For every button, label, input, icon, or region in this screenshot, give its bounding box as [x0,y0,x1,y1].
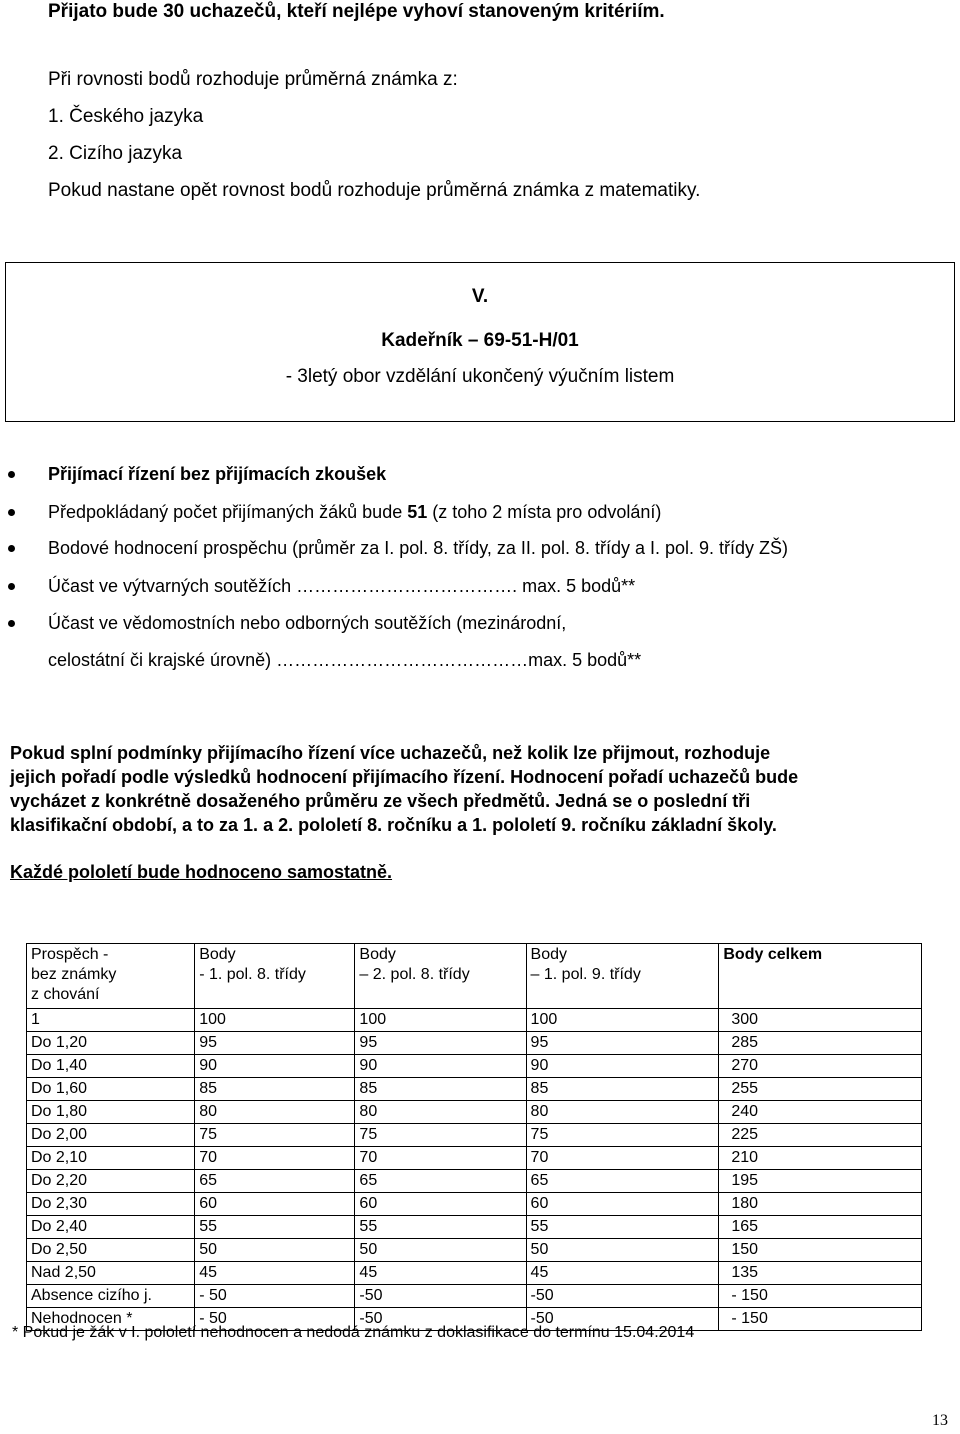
separate-evaluation-note: Každé pololetí bude hodnoceno samostatně. [10,862,393,882]
table-cell: 55 [195,1216,355,1239]
table-cell: 90 [195,1055,355,1078]
table-cell: -50 [526,1285,719,1308]
bullet-item [0,462,940,490]
table-cell: 45 [195,1262,355,1285]
header-line: - 1. pol. 8. třídy [199,966,306,983]
header-line: Body [199,946,236,963]
table-row [27,1009,922,1032]
table-cell: 300 [719,1009,922,1032]
table-cell: 50 [355,1239,526,1262]
footnote: * Pokud je žák v I. pololetí nehodnocen a nedodá známku z doklasifikace do termínu 15.04.2014 [12,1324,695,1341]
table-cell: 45 [526,1262,719,1285]
table-cell: 60 [195,1193,355,1216]
bullet-item [0,574,940,602]
table-cell: 75 [526,1124,719,1147]
table-row [27,1170,922,1193]
table-cell: 85 [195,1078,355,1101]
table-cell: 75 [195,1124,355,1147]
accepted-count-text: Přijato bude 30 uchazečů, kteří nejlépe vyhoví stanoveným kritériím. [48,1,665,22]
table-row [27,1032,922,1055]
table-cell: Do 2,40 [27,1216,195,1239]
table-cell: Do 1,80 [27,1101,195,1124]
table-cell: 80 [526,1101,719,1124]
points-table [26,943,922,1331]
header-line: bez známky [31,966,117,983]
header-term1 [195,944,355,1009]
table-cell: 70 [526,1147,719,1170]
table-cell: 1 [27,1009,195,1032]
bullet-item [0,536,940,564]
table-cell: 85 [355,1078,526,1101]
bullet-item [0,611,940,673]
table-cell: Do 2,00 [27,1124,195,1147]
bullet-item [0,500,940,528]
table-cell: 75 [355,1124,526,1147]
table-cell: -50 [355,1308,526,1331]
tie-rule-item-2: 2. Cizího jazyka [48,143,183,164]
table-cell: 45 [355,1262,526,1285]
table-row [27,1078,922,1101]
table-cell: 65 [195,1170,355,1193]
bullet-text-part: (z toho 2 místa pro odvolání) [427,502,662,522]
table-cell: 65 [355,1170,526,1193]
header-line: Prospěch - [31,946,109,963]
header-line: z chování [31,986,100,1003]
table-cell: Do 2,30 [27,1193,195,1216]
table-cell: 100 [195,1009,355,1032]
table-cell: 165 [719,1216,922,1239]
table-cell: 50 [195,1239,355,1262]
section-description: - 3letý obor vzdělání ukončený výučním listem [285,366,675,387]
table-cell: 150 [719,1239,922,1262]
table-row [27,1216,922,1239]
paragraph-line: klasifikační období, a to za 1. a 2. pololetí 8. ročníku a 1. pololetí 9. ročníku základní školy. [10,815,777,835]
table-cell: 70 [195,1147,355,1170]
table-cell: 60 [526,1193,719,1216]
table-cell: 225 [719,1124,922,1147]
bullet-dot-icon [8,471,15,478]
table-cell: Do 2,10 [27,1147,195,1170]
bullet-dot-icon [8,583,15,590]
header-line: Body [359,946,396,963]
table-cell: Do 1,20 [27,1032,195,1055]
table-row [27,1101,922,1124]
evaluation-paragraph [10,741,900,837]
table-cell: - 150 [719,1308,922,1331]
table-cell: 90 [355,1055,526,1078]
bullet-text: Účast ve vědomostních nebo odborných soutěžích (mezinárodní, [48,613,567,633]
table-row [27,1193,922,1216]
table-cell: 285 [719,1032,922,1055]
table-cell: 85 [526,1078,719,1101]
table-cell: 95 [526,1032,719,1055]
header-line: – 2. pol. 8. třídy [359,966,470,983]
table-cell: 270 [719,1055,922,1078]
table-cell: 195 [719,1170,922,1193]
table-cell: 100 [526,1009,719,1032]
table-cell: - 150 [719,1285,922,1308]
table-row [27,1124,922,1147]
page-number: 13 [932,1412,948,1429]
table-cell: 80 [355,1101,526,1124]
section-header-box [5,262,955,422]
table-cell: -50 [355,1285,526,1308]
section-number: V. [471,286,489,307]
table-cell: 180 [719,1193,922,1216]
bullet-text: Přijímací řízení bez přijímacích zkoušek [48,464,387,484]
tie-rule-item-1: 1. Českého jazyka [48,106,204,127]
bullet-text: celostátní či krajské úrovně) ……………………………………max. 5 bodů** [48,650,642,670]
table-cell: 255 [719,1078,922,1101]
table-cell: 210 [719,1147,922,1170]
bullet-text [48,500,661,524]
table-cell: 80 [195,1101,355,1124]
table-cell: -50 [526,1308,719,1331]
section-title: Kadeřník – 69-51-H/01 [381,330,579,351]
bullet-text: Účast ve výtvarných soutěžích ………………………………. max. 5 bodů** [48,576,636,596]
table-cell: 60 [355,1193,526,1216]
bullet-dot-icon [8,545,15,552]
table-row [27,1055,922,1078]
table-row [27,1262,922,1285]
table-cell: 135 [719,1262,922,1285]
table-cell: 240 [719,1101,922,1124]
table-cell: Nad 2,50 [27,1262,195,1285]
paragraph-line: vycházet z konkrétně dosaženého průměru ze všech předmětů. Jedná se o poslední tři [10,791,751,811]
table-cell: 100 [355,1009,526,1032]
table-cell: 55 [526,1216,719,1239]
table-cell: 55 [355,1216,526,1239]
table-cell: Do 2,50 [27,1239,195,1262]
table-cell: 65 [526,1170,719,1193]
table-cell: Nehodnocen * [27,1308,195,1331]
tie-again-text: Pokud nastane opět rovnost bodů rozhoduje průměrná známka z matematiky. [48,180,701,201]
tie-rule-text: Při rovnosti bodů rozhoduje průměrná známka z: [48,69,458,90]
table-cell: Absence cizího j. [27,1285,195,1308]
bullet-dot-icon [8,509,15,516]
table-cell: Do 2,20 [27,1170,195,1193]
table-cell: Do 1,60 [27,1078,195,1101]
header-term2 [355,944,526,1009]
header-total: Body celkem [719,944,922,1009]
header-grade [27,944,195,1009]
bullet-text: Bodové hodnocení prospěchu (průměr za I. pol. 8. třídy, za II. pol. 8. třídy a I. pol. 9. třídy ZŠ) [48,538,789,558]
planned-count: 51 [407,502,428,522]
table-cell: - 50 [195,1308,355,1331]
header-line: – 1. pol. 9. třídy [530,966,641,983]
table-cell: 95 [355,1032,526,1055]
paragraph-line: jejich pořadí podle výsledků hodnocení přijímacího řízení. Hodnocení pořadí uchazečů bude [10,767,799,787]
bullet-text-part: Předpokládaný počet přijímaných žáků bude [48,502,408,522]
table-cell: 90 [526,1055,719,1078]
table-row [27,1147,922,1170]
table-cell: - 50 [195,1285,355,1308]
table-cell: 95 [195,1032,355,1055]
table-header-row [27,944,922,1009]
table-cell: Do 1,40 [27,1055,195,1078]
paragraph-line: Pokud splní podmínky přijímacího řízení více uchazečů, než kolik lze přijmout, rozhoduje [10,743,771,763]
table-row [27,1239,922,1262]
header-line: Body [530,946,568,963]
table-row [27,1285,922,1308]
header-term3 [526,944,719,1009]
bullet-dot-icon [8,620,15,627]
table-cell: 50 [526,1239,719,1262]
table-cell: 70 [355,1147,526,1170]
